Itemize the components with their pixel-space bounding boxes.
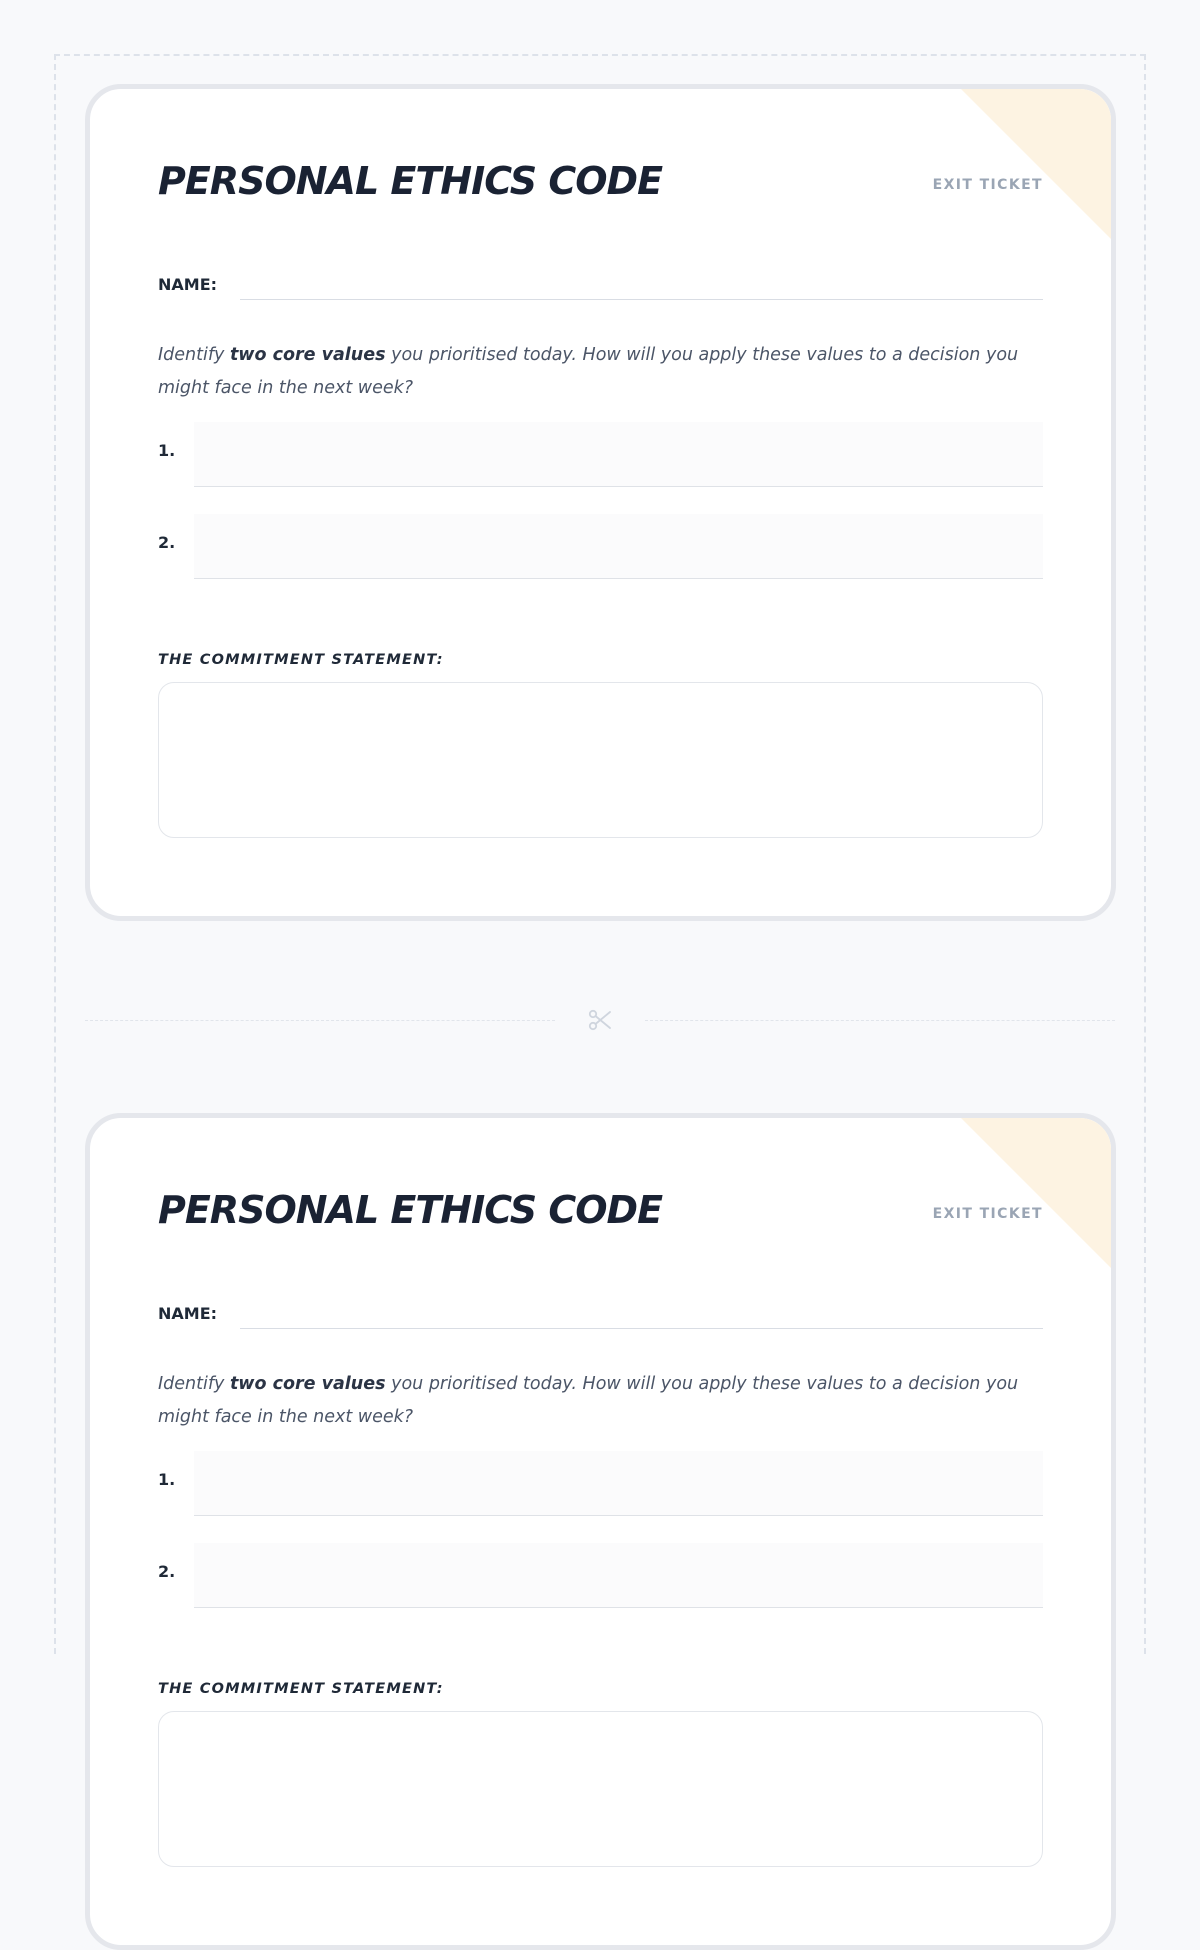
ticket-prompt (158, 339, 1031, 405)
prompt-text: Identify (158, 1374, 230, 1394)
answer-number: 1. (158, 441, 176, 460)
answer-field-2[interactable] (194, 1543, 1043, 1608)
corner-accent (961, 1118, 1111, 1268)
answer-number: 1. (158, 1470, 176, 1489)
name-field[interactable] (240, 1328, 1043, 1329)
exit-ticket-card (85, 1113, 1116, 1950)
cut-line (85, 1020, 555, 1021)
ticket-type-label: EXIT TICKET (932, 1206, 1043, 1222)
corner-accent (961, 89, 1111, 239)
answer-field-1[interactable] (194, 422, 1043, 487)
name-field[interactable] (240, 299, 1043, 300)
ticket-prompt (158, 1368, 1031, 1434)
commitment-field[interactable] (158, 1711, 1043, 1867)
prompt-text: you prioritised today. How will you apply these values to a decision you might face in the next week? (158, 1374, 1019, 1427)
commitment-label: THE COMMITMENT STATEMENT: (158, 652, 444, 668)
cut-line (645, 1020, 1115, 1021)
prompt-emphasis: two core values (229, 1374, 386, 1394)
commitment-label: THE COMMITMENT STATEMENT: (158, 1681, 444, 1697)
commitment-field[interactable] (158, 682, 1043, 838)
prompt-text: you prioritised today. How will you apply these values to a decision you might face in the next week? (158, 345, 1019, 398)
scissors-icon (586, 1006, 614, 1034)
ticket-title: PERSONAL ETHICS CODE (158, 159, 663, 203)
prompt-emphasis: two core values (229, 345, 386, 365)
answer-field-1[interactable] (194, 1451, 1043, 1516)
answer-field-2[interactable] (194, 514, 1043, 579)
ticket-title: PERSONAL ETHICS CODE (158, 1188, 663, 1232)
name-label: NAME: (158, 1304, 218, 1323)
ticket-type-label: EXIT TICKET (932, 177, 1043, 193)
prompt-text: Identify (158, 345, 230, 365)
exit-ticket-card (85, 84, 1116, 921)
answer-number: 2. (158, 1562, 176, 1581)
name-label: NAME: (158, 275, 218, 294)
answer-number: 2. (158, 533, 176, 552)
